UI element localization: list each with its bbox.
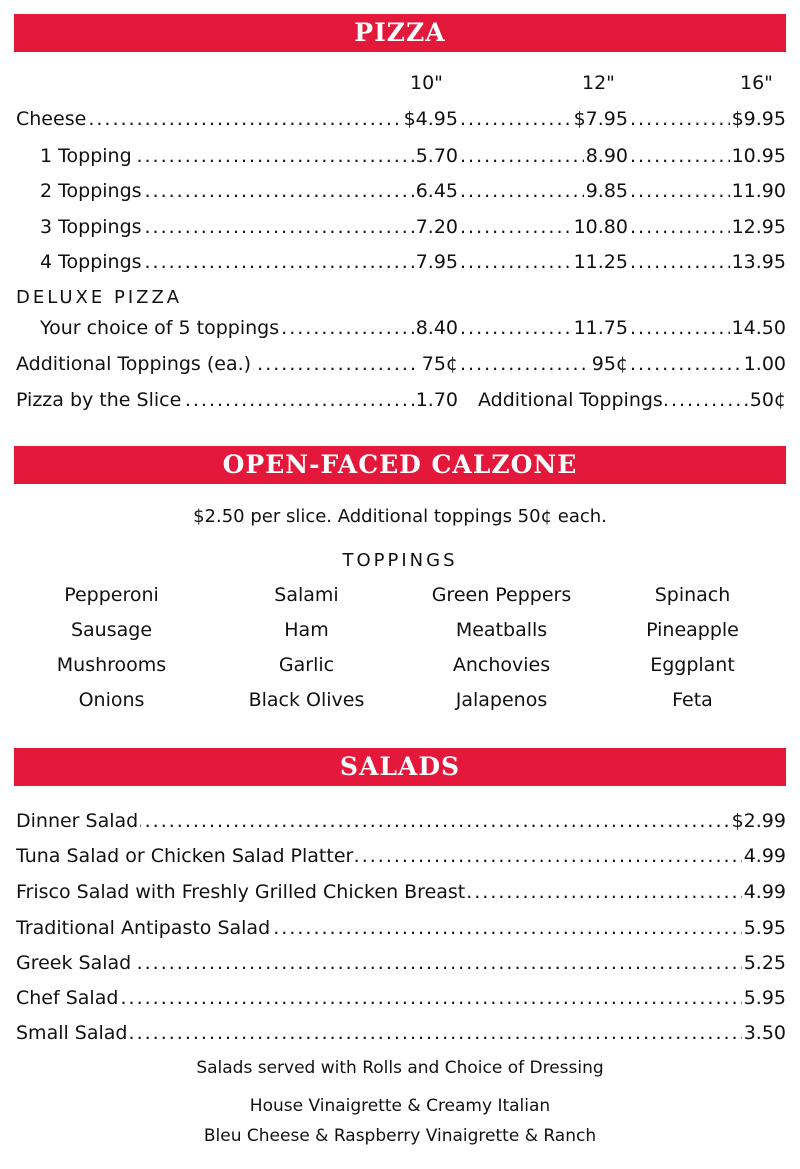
topping-item: Garlic [278,654,335,676]
salad-row [16,981,786,1015]
salad-row [16,946,786,980]
salad-label: Small Salad [16,1022,128,1044]
salads-banner: SALADS [14,748,786,786]
price-10: 6.45 [414,174,458,208]
topping-item: Spinach [654,584,731,606]
price-10: $4.95 [402,102,458,136]
salad-row [16,839,786,873]
pizza-banner: PIZZA [14,14,786,52]
calzone-note: $2.50 per slice. Additional toppings 50¢ each. [193,506,607,527]
price-10: 7.95 [414,245,458,279]
dressings-line-2: Bleu Cheese & Raspberry Vinaigrette & Ranch [203,1126,597,1146]
salad-price: 4.99 [742,875,786,909]
slice-extra-label: Additional Toppings [478,389,663,411]
salad-label: Chef Salad [16,987,119,1009]
salad-row [16,911,786,945]
slice-row [16,383,786,417]
additional-toppings-label: Additional Toppings (ea.) [16,353,252,375]
salad-price: $2.99 [730,804,786,838]
dressings-line-1: House Vinaigrette & Creamy Italian [249,1096,551,1116]
price-12: 11.25 [572,245,628,279]
pizza-row-label: 1 Topping [40,145,132,167]
deluxe-heading: DELUXE PIZZA [16,287,183,308]
size-12-header: 12" [582,72,615,94]
size-16-header: 16" [740,72,773,94]
salad-label: Frisco Salad with Freshly Grilled Chicken Breast [16,881,466,903]
salad-row [16,1016,786,1050]
topping-item: Green Peppers [431,584,572,606]
salad-price: 5.95 [742,981,786,1015]
salad-price: 4.99 [742,839,786,873]
topping-item: Sausage [70,619,153,641]
topping-item: Onions [78,689,145,711]
salad-label: Greek Salad [16,952,132,974]
pizza-row-label: 4 Toppings [40,251,142,273]
salad-price: 3.50 [742,1016,786,1050]
topping-item: Jalapenos [455,689,548,711]
price-10: 75¢ [420,347,458,381]
price-12: 10.80 [572,210,628,244]
pizza-row-label: 2 Toppings [40,180,142,202]
salad-label: Tuna Salad or Chicken Salad Platter [16,845,354,867]
price-16: $9.95 [730,102,786,136]
topping-item: Eggplant [650,654,735,676]
pizza-row [16,139,786,173]
topping-item: Mushrooms [56,654,167,676]
slice-price: 1.70 [414,383,458,417]
price-16: 13.95 [730,245,786,279]
salad-label: Traditional Antipasto Salad [16,917,271,939]
calzone-banner: OPEN-FACED CALZONE [14,446,786,484]
deluxe-label: Your choice of 5 toppings [40,317,280,339]
salad-row [16,804,786,838]
topping-item: Anchovies [452,654,551,676]
salads-note: Salads served with Rolls and Choice of Dressing [196,1058,604,1078]
topping-item: Black Olives [248,689,365,711]
slice-extra-price: 50¢ [748,383,786,417]
price-12: 9.85 [584,174,628,208]
topping-item: Meatballs [455,619,548,641]
size-10-header: 10" [410,72,443,94]
price-12: 8.90 [584,139,628,173]
price-12: 95¢ [590,347,628,381]
price-16: 11.90 [730,174,786,208]
price-16: 10.95 [730,139,786,173]
price-10: 5.70 [414,139,458,173]
topping-item: Pepperoni [64,584,159,606]
salad-price: 5.95 [742,911,786,945]
pizza-row [16,210,786,244]
pizza-row-label: Cheese [16,108,87,130]
salad-label: Dinner Salad [16,810,139,832]
price-10: 8.40 [414,311,458,345]
topping-item: Pineapple [646,619,739,641]
toppings-heading: TOPPINGS [342,550,458,571]
price-16: 1.00 [742,347,786,381]
pizza-row [16,174,786,208]
price-16: 12.95 [730,210,786,244]
salad-price: 5.25 [742,946,786,980]
topping-item: Salami [274,584,339,606]
topping-item: Ham [284,619,329,641]
pizza-row-label: 3 Toppings [40,216,142,238]
salad-row [16,875,786,909]
price-16: 14.50 [730,311,786,345]
pizza-row [16,245,786,279]
price-10: 7.20 [414,210,458,244]
price-12: 11.75 [572,311,628,345]
slice-label: Pizza by the Slice [16,389,182,411]
price-12: $7.95 [572,102,628,136]
topping-item: Feta [672,689,713,711]
deluxe-row [16,311,786,345]
pizza-row [16,102,786,136]
toppings-grid [14,578,786,718]
additional-toppings-row [16,347,786,381]
